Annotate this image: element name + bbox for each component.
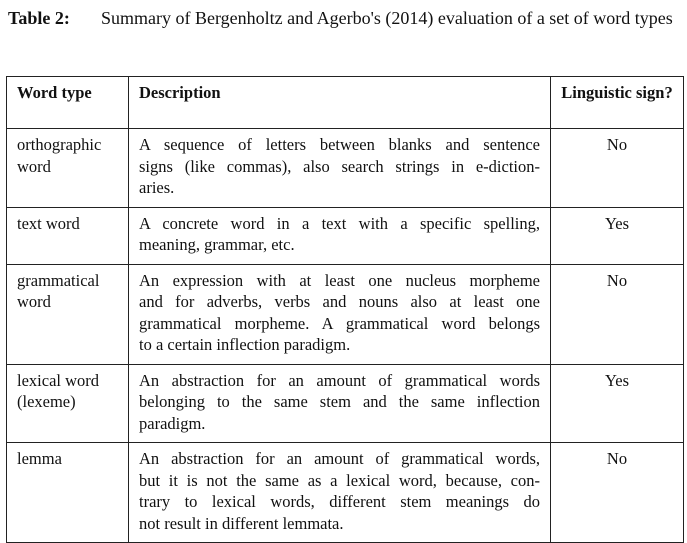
linguistic-sign-cell: Yes bbox=[551, 364, 684, 443]
description-cell bbox=[129, 207, 551, 264]
word-type-cell: grammatical word bbox=[7, 264, 129, 364]
table-row bbox=[7, 364, 684, 443]
description-line: trary to lexical words, different stem meanings do bbox=[139, 492, 540, 511]
description-line: but it is not the same as a lexical word, because, con- bbox=[139, 470, 540, 490]
table-row bbox=[7, 207, 684, 264]
description-line: A sequence of letters between blanks and sentence bbox=[139, 135, 540, 154]
description-cell bbox=[129, 364, 551, 443]
word-type-cell: orthographic word bbox=[7, 129, 129, 208]
description-line: aries. bbox=[139, 178, 175, 197]
description-line: An abstraction for an amount of grammatical words bbox=[139, 370, 540, 390]
description-line: not result in different lemmata. bbox=[139, 513, 344, 533]
description-line: paradigm. bbox=[139, 413, 206, 433]
description-line: to a certain inflection paradigm. bbox=[139, 335, 351, 354]
linguistic-sign-cell: No bbox=[551, 264, 684, 364]
word-types-table bbox=[6, 76, 684, 543]
description-line: meaning, grammar, etc. bbox=[139, 235, 295, 254]
description-line: An expression with at least one nucleus morpheme bbox=[139, 270, 540, 290]
caption-label: Table 2: bbox=[8, 8, 70, 28]
description-line: An abstraction for an amount of grammatical words, bbox=[139, 449, 540, 468]
linguistic-sign-cell: No bbox=[551, 129, 684, 208]
word-type-cell: text word bbox=[7, 207, 129, 264]
table-row bbox=[7, 129, 684, 208]
description-line: and for adverbs, verbs and nouns also at least one bbox=[139, 292, 540, 311]
linguistic-sign-cell: No bbox=[551, 443, 684, 543]
description-line: belonging to the same stem and the same inflection bbox=[139, 392, 540, 411]
header-row bbox=[7, 77, 684, 129]
description-line: signs (like commas), also search strings in e-diction- bbox=[139, 156, 540, 176]
description-cell bbox=[129, 264, 551, 364]
header-linguistic-sign: Linguistic sign? bbox=[551, 77, 684, 129]
header-word-type: Word type bbox=[7, 77, 129, 129]
description-line: A concrete word in a text with a specific spelling, bbox=[139, 213, 540, 233]
linguistic-sign-cell: Yes bbox=[551, 207, 684, 264]
word-type-cell: lexical word (lexeme) bbox=[7, 364, 129, 443]
description-cell bbox=[129, 443, 551, 543]
description-cell bbox=[129, 129, 551, 208]
header-description: Description bbox=[129, 77, 551, 129]
description-line: grammatical morpheme. A grammatical word belongs bbox=[139, 313, 540, 333]
caption-text: Summary of Bergenholtz and Agerbo's (2014) evaluation of a set of word types bbox=[101, 8, 673, 28]
word-type-cell: lemma bbox=[7, 443, 129, 543]
table-row bbox=[7, 264, 684, 364]
table-row bbox=[7, 443, 684, 543]
